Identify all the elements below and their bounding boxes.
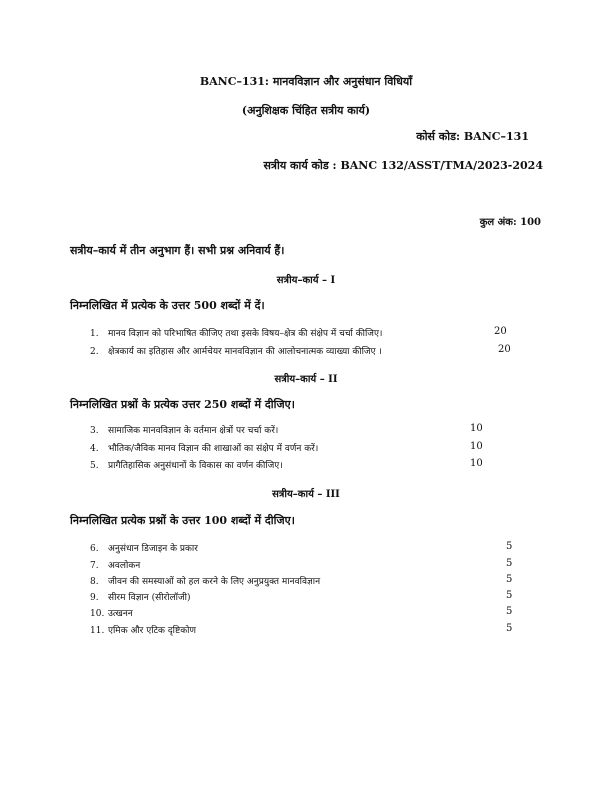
question-item <box>90 423 278 436</box>
question-number: 9. <box>90 593 99 603</box>
question-item <box>90 441 318 454</box>
assignment-code: सत्रीय कार्य कोड : BANC 132/ASST/TMA/2023-2024 <box>263 159 543 172</box>
question-item <box>90 326 382 339</box>
question-text: एमिक और एटिक दृष्टिकोण <box>108 626 196 636</box>
section-instruction: निम्नलिखित प्रश्नों के प्रत्येक उत्तर 250 शब्दों में दीजिए। <box>70 398 295 411</box>
question-text: जीवन की समस्याओं को हल करने के लिए अनुप्रयुक्त मानवविज्ञान <box>108 577 321 587</box>
question-text: भौतिक/जैविक मानव विज्ञान की शाखाओं का संक्षेप में वर्णन करें। <box>108 444 319 454</box>
question-marks: 5 <box>506 590 513 601</box>
question-number: 5. <box>90 461 99 471</box>
question-number: 4. <box>90 444 99 454</box>
question-marks: 10 <box>470 423 483 434</box>
course-code: कोर्स कोड: BANC–131 <box>416 130 529 143</box>
question-number: 6. <box>90 544 99 554</box>
document-title: BANC–131: मानवविज्ञान और अनुसंधान विधियाँ <box>199 75 413 88</box>
question-marks: 5 <box>506 606 513 617</box>
question-number: 10. <box>90 609 105 619</box>
question-marks: 10 <box>470 441 483 452</box>
total-marks: कुल अंक: 100 <box>479 217 541 228</box>
question-text: सामाजिक मानवविज्ञान के वर्तमान क्षेत्रों पर चर्चा करें। <box>108 426 279 436</box>
question-text: अनुसंधान डिजाइन के प्रकार <box>108 544 198 554</box>
question-marks: 5 <box>506 558 513 569</box>
question-item <box>90 574 320 587</box>
question-item <box>90 590 191 603</box>
question-text: प्रागैतिहासिक अनुसंधानों के विकास का वर्णन कीजिए। <box>108 461 283 471</box>
question-number: 1. <box>90 329 99 339</box>
question-marks: 5 <box>506 623 513 634</box>
question-number: 7. <box>90 561 99 571</box>
intro-note: सत्रीय–कार्य में तीन अनुभाग हैं। सभी प्रश्न अनिवार्य हैं। <box>70 244 285 257</box>
question-text: उत्खनन <box>108 609 133 619</box>
question-number: 8. <box>90 577 99 587</box>
question-item <box>90 623 196 636</box>
document-subtitle: (अनुशिक्षक चिंहित सत्रीय कार्य) <box>241 104 371 117</box>
question-text: मानव विज्ञान को परिभाषित कीजिए तथा इसके विषय–क्षेत्र की संक्षेप में चर्चा कीजिए। <box>108 329 383 339</box>
question-marks: 20 <box>494 326 507 337</box>
section-heading: सत्रीय–कार्य – III <box>272 489 340 500</box>
question-item <box>90 541 198 554</box>
question-number: 11. <box>90 626 105 636</box>
question-number: 2. <box>90 347 99 357</box>
question-item <box>90 458 283 471</box>
question-text: अवलोकन <box>108 561 141 571</box>
question-text: सीरम विज्ञान (सीरोलॉजी) <box>108 593 191 603</box>
question-marks: 5 <box>506 541 513 552</box>
question-marks: 20 <box>498 344 511 355</box>
question-marks: 5 <box>506 574 513 585</box>
question-number: 3. <box>90 426 99 436</box>
question-marks: 10 <box>470 458 483 469</box>
question-text: क्षेत्रकार्य का इतिहास और आर्मचेयर मानवविज्ञान की आलोचनात्मक व्याख्या कीजिए । <box>108 347 382 357</box>
question-item <box>90 558 140 571</box>
section-heading: सत्रीय–कार्य – II <box>274 374 338 385</box>
section-heading: सत्रीय–कार्य – I <box>276 275 336 286</box>
section-instruction: निम्नलिखित प्रत्येक प्रश्नों के उत्तर 100 शब्दों में दीजिए। <box>70 514 295 527</box>
section-instruction: निम्नलिखित में प्रत्येक के उत्तर 500 शब्दों में दें। <box>70 299 265 312</box>
question-item <box>90 344 382 357</box>
question-item <box>90 606 133 619</box>
